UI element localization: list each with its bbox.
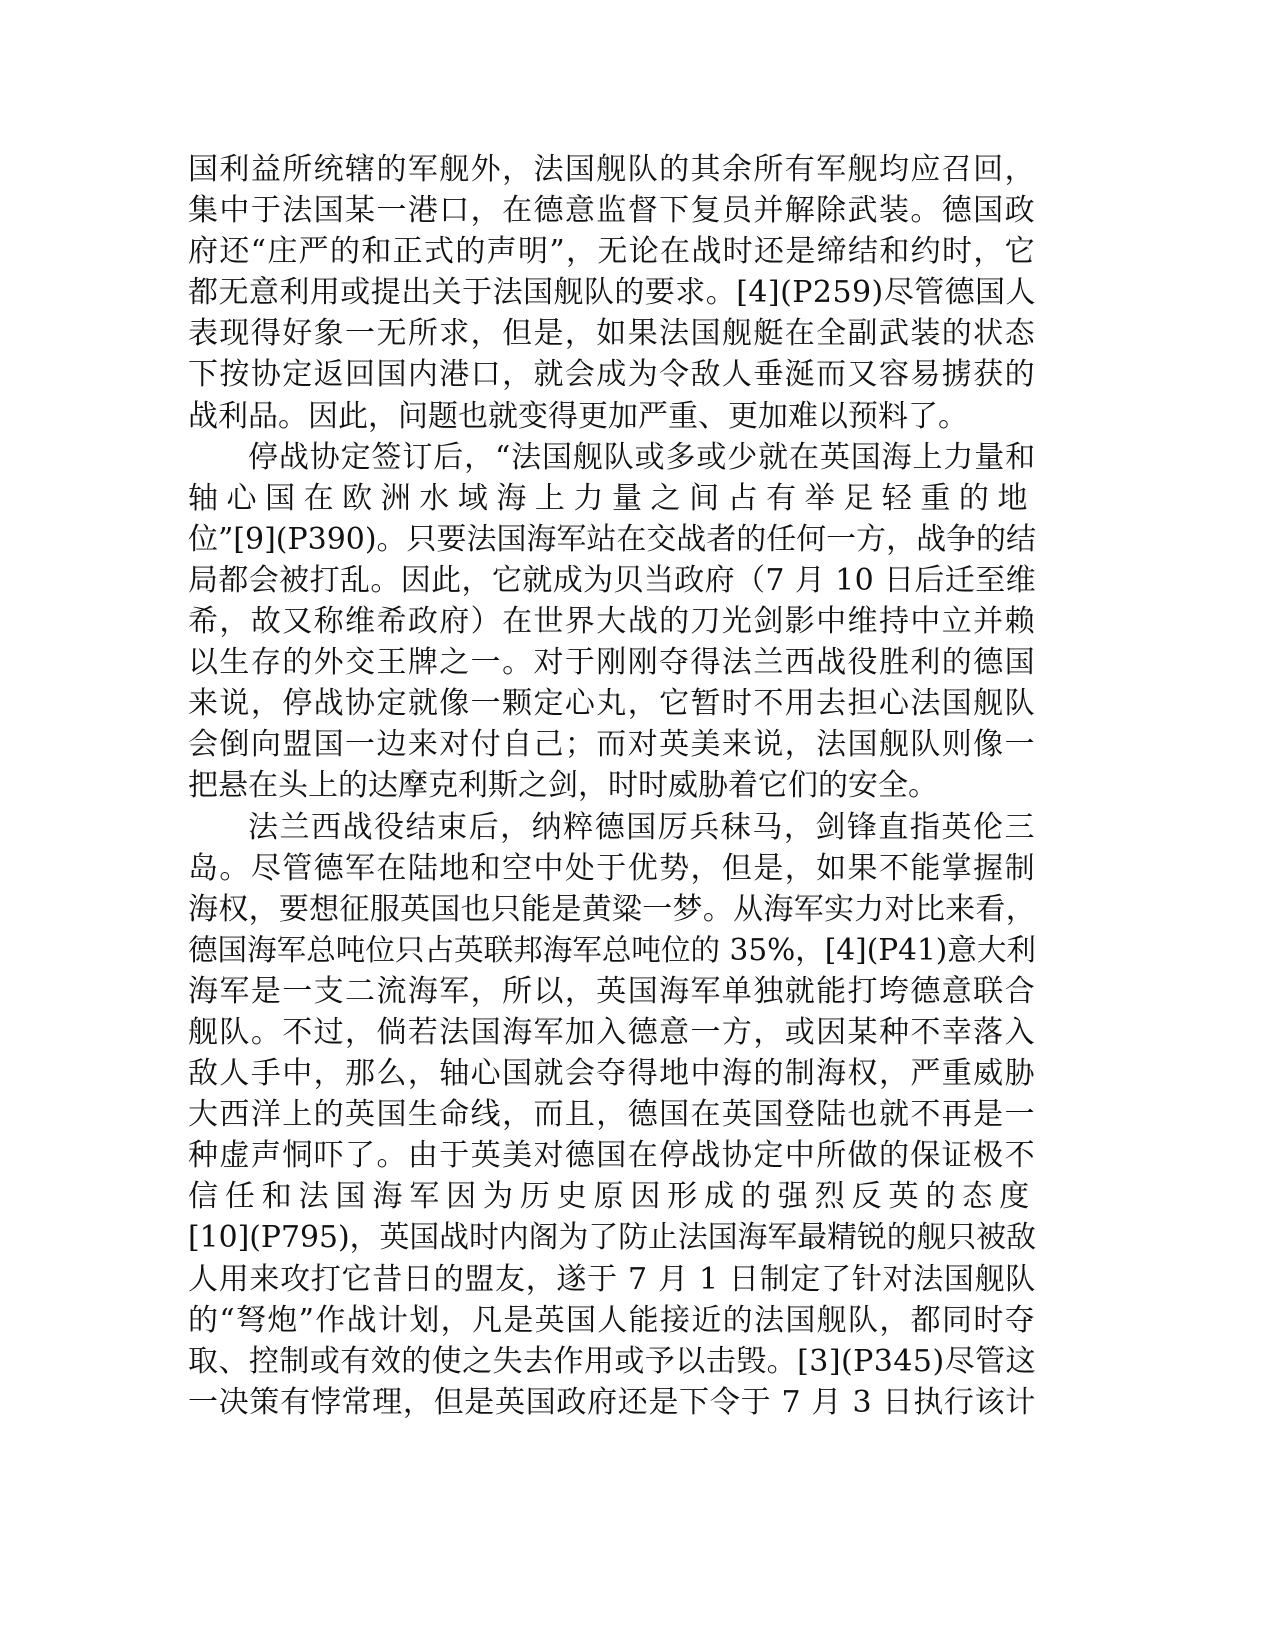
text-line: 局都会被打乱。因此，它就成为贝当政府（7 月 10 日后迁至维 [188,562,1036,598]
text-line: 府还“庄严的和正式的声明”，无论在战时还是缔结和约时，它 [188,234,1036,270]
text-line: 信任和法国海军因为历史原因形成的强烈反英的态度 [188,1179,1036,1215]
text-line: 把悬在头上的达摩克利斯之剑，时时威胁着它们的安全。 [188,768,938,804]
text-line: 国利益所统辖的军舰外，法国舰队的其余所有军舰均应召回， [188,152,1036,187]
text-line: 海军是一支二流海军，所以，英国海军单独就能打垮德意联合 [188,973,1036,1009]
text-line: 人用来攻打它昔日的盟友，遂于 7 月 1 日制定了针对法国舰队 [188,1261,1036,1297]
text-line: 停战协定签订后，“法国舰队或多或少就在英国海上力量和 [248,439,1036,475]
text-line: [10](P795)，英国战时内阁为了防止法国海军最精锐的舰只被敌 [188,1220,1036,1256]
text-line: 取、控制或有效的使之失去作用或予以击毁。[3](P345)尽管这 [188,1343,1036,1379]
text-line: 下按协定返回国内港口，就会成为令敌人垂涎而又容易掳获的 [188,357,1036,393]
text-line: 岛。尽管德军在陆地和空中处于优势，但是，如果不能掌握制 [188,850,1036,886]
text-line: 德国海军总吨位只占英联邦海军总吨位的 35%，[4](P41)意大利 [188,932,1036,967]
text-line: 战利品。因此，问题也就变得更加严重、更加难以预料了。 [188,398,968,434]
text-line: 会倒向盟国一边来对付自己；而对英美来说，法国舰队则像一 [188,727,1036,763]
text-line: 一决策有悖常理，但是英国政府还是下令于 7 月 3 日执行该计 [188,1384,1036,1420]
text-line: 希，故又称维希政府）在世界大战的刀光剑影中维持中立并赖 [188,604,1036,640]
text-line: 种虚声恫吓了。由于英美对德国在停战协定中所做的保证极不 [188,1138,1036,1174]
text-line: 位”[9](P390)。只要法国海军站在交战者的任何一方，战争的结 [188,521,1036,557]
text-line: 大西洋上的英国生命线，而且，德国在英国登陆也就不再是一 [188,1097,1036,1133]
text-line: 以生存的外交王牌之一。对于刚刚夺得法兰西战役胜利的德国 [188,645,1036,681]
text-line: 海权，要想征服英国也只能是黄粱一梦。从海军实力对比来看， [188,891,1036,927]
text-line: 集中于法国某一港口，在德意监督下复员并解除武装。德国政 [188,193,1036,229]
text-line: 轴心国在欧洲水域海上力量之间占有举足轻重的地 [188,480,1036,516]
text-line: 来说，停战协定就像一颗定心丸，它暂时不用去担心法国舰队 [188,686,1036,722]
text-line: 舰队。不过，倘若法国海军加入德意一方，或因某种不幸落入 [188,1014,1036,1050]
text-line: 都无意利用或提出关于法国舰队的要求。[4](P259)尽管德国人 [188,275,1036,311]
body-text [188,149,1088,1423]
text-line: 敌人手中，那么，轴心国就会夺得地中海的制海权，严重威胁 [188,1056,1036,1092]
text-line: 表现得好象一无所求，但是，如果法国舰艇在全副武装的状态 [188,316,1036,352]
text-line: 法兰西战役结束后，纳粹德国厉兵秣马，剑锋直指英伦三 [248,809,1036,845]
text-line: 的“弩炮”作战计划，凡是英国人能接近的法国舰队，都同时夺 [188,1302,1036,1338]
